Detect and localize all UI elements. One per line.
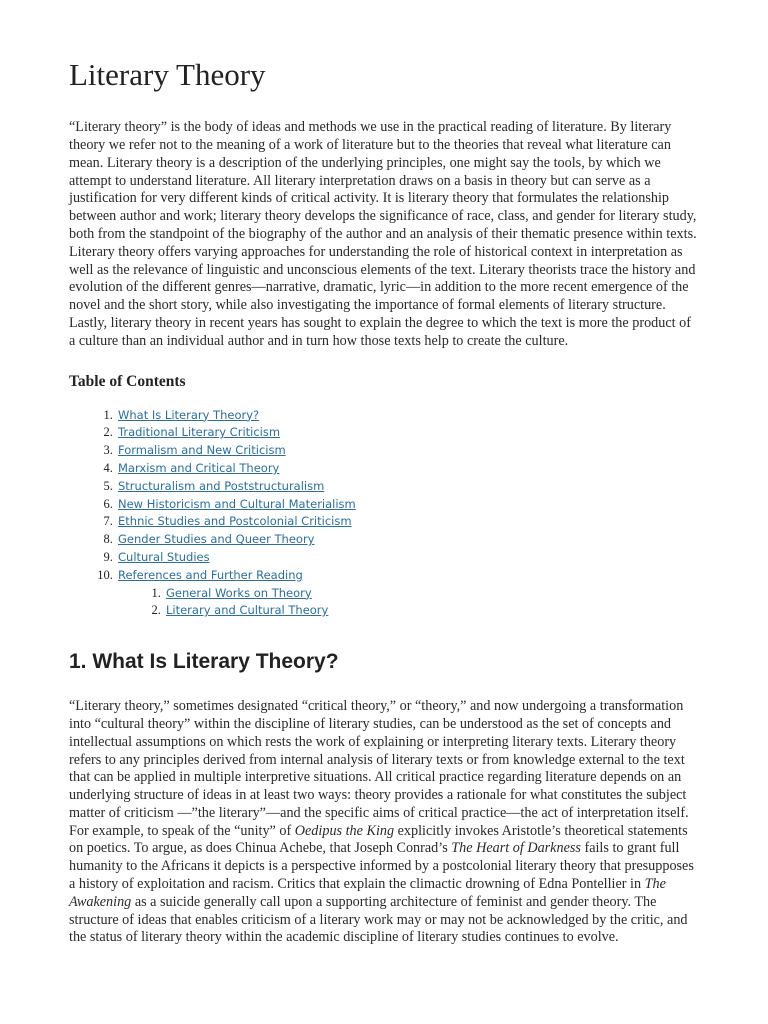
toc-item: [116, 442, 698, 460]
toc-item: [116, 424, 698, 442]
section-text-part: as a suicide generally call upon a supporting architecture of feminist and gender theory. The structure of ideas that enables criticism of a literary work may or may not be acknowledged by the critic, and the status of literary theory within the academic discipline of literary studies continues to evolve.: [69, 893, 688, 946]
work-title-oedipus: Oedipus the King: [294, 822, 395, 839]
toc-link-marxism[interactable]: Marxism and Critical Theory: [118, 460, 280, 475]
toc-link-general-works[interactable]: General Works on Theory: [166, 585, 312, 600]
table-of-contents: [69, 407, 698, 621]
toc-link-ethnic-studies[interactable]: Ethnic Studies and Postcolonial Criticism: [118, 514, 352, 529]
toc-subitem: [164, 585, 698, 603]
toc-item: [116, 531, 698, 549]
page-title: Literary Theory: [69, 57, 266, 92]
toc-link-references[interactable]: References and Further Reading: [118, 567, 303, 582]
toc-item: [116, 549, 698, 567]
toc-heading: Table of Contents: [69, 372, 186, 390]
section-paragraph: [69, 698, 698, 947]
work-title-awakening: The Awakening: [69, 876, 666, 910]
toc-link-literary-cultural-theory[interactable]: Literary and Cultural Theory: [166, 603, 329, 618]
toc-sublist: [118, 585, 698, 621]
toc-item: [116, 513, 698, 531]
intro-paragraph: “Literary theory” is the body of ideas and methods we use in the practical reading of literature. By literary theory we refer not to the meaning of a work of literature but to the theories that reveal what literature can mean. Literary theory is a description of the underlying principles, one might say the tools, by which we attempt to understand literature. All literary interpretation draws on a basis in theory but can serve as a justification for very different kinds of critical activity. It is literary theory that formulates the relationship between author and work; literary theory develops the significance of race, class, and gender for literary study, both from the standpoint of the biography of the author and an analysis of their thematic presence within texts. Literary theory offers varying approaches for understanding the role of historical context in interpretation as well as the relevance of linguistic and unconscious elements of the text. Literary theorists trace the history and evolution of the different genres—narrative, dramatic, lyric—in addition to the more recent emergence of the novel and the short story, while also investigating the importance of formal elements of literary structure. Lastly, literary theory in recent years has sought to explain the degree to which the text is more the product of a culture than an individual author and in turn how those texts help to create the culture.: [69, 119, 697, 349]
toc-item: [116, 496, 698, 514]
toc-item: [116, 460, 698, 478]
toc-item: [116, 407, 698, 425]
section-text-part: fails to grant full humanity to the Africans it depicts is a perspective informed by a postcolonial literary theory that presupposes a history of exploitation and racism. Critics that explain the climactic drowning of Edna Pontellier in: [69, 840, 694, 893]
work-title-heart-of-darkness: The Heart of Darkness: [451, 840, 581, 857]
toc-link-formalism[interactable]: Formalism and New Criticism: [118, 443, 286, 458]
toc-link-what-is-literary-theory[interactable]: What Is Literary Theory?: [118, 407, 260, 422]
toc-link-new-historicism[interactable]: New Historicism and Cultural Materialism: [118, 496, 356, 511]
toc-subitem: [164, 602, 698, 620]
toc-link-gender-studies[interactable]: Gender Studies and Queer Theory: [118, 532, 315, 547]
toc-link-structuralism[interactable]: Structuralism and Poststructuralism: [118, 478, 325, 493]
section-text-part: “Literary theory,” sometimes designated “critical theory,” or “theory,” and now undergoing a transformation into “cultural theory” within the discipline of literary studies, can be understood as the set of concepts and intellectual assumptions on which rests the work of explaining or interpreting literary texts. Literary theory refers to any principles derived from internal analysis of literary texts or from knowledge external to the text that can be applied in multiple interpretive situations. All critical practice regarding literature depends on an underlying structure of ideas in at least two ways: theory provides a rationale for what constitutes the subject matter of criticism —”the literary”—and the specific aims of critical practice—the act of interpretation itself. For example, to speak of the “unity” of: [69, 698, 689, 839]
toc-item: [116, 478, 698, 496]
toc-link-traditional-criticism[interactable]: Traditional Literary Criticism: [118, 425, 281, 440]
section-heading: 1. What Is Literary Theory?: [69, 650, 339, 674]
section-text-part: explicitly invokes Aristotle’s theoretical statements on poetics. To argue, as does Chinua Achebe, that Joseph Conrad’s: [69, 822, 688, 857]
toc-link-cultural-studies[interactable]: Cultural Studies: [118, 549, 210, 564]
toc-item: [116, 567, 698, 620]
